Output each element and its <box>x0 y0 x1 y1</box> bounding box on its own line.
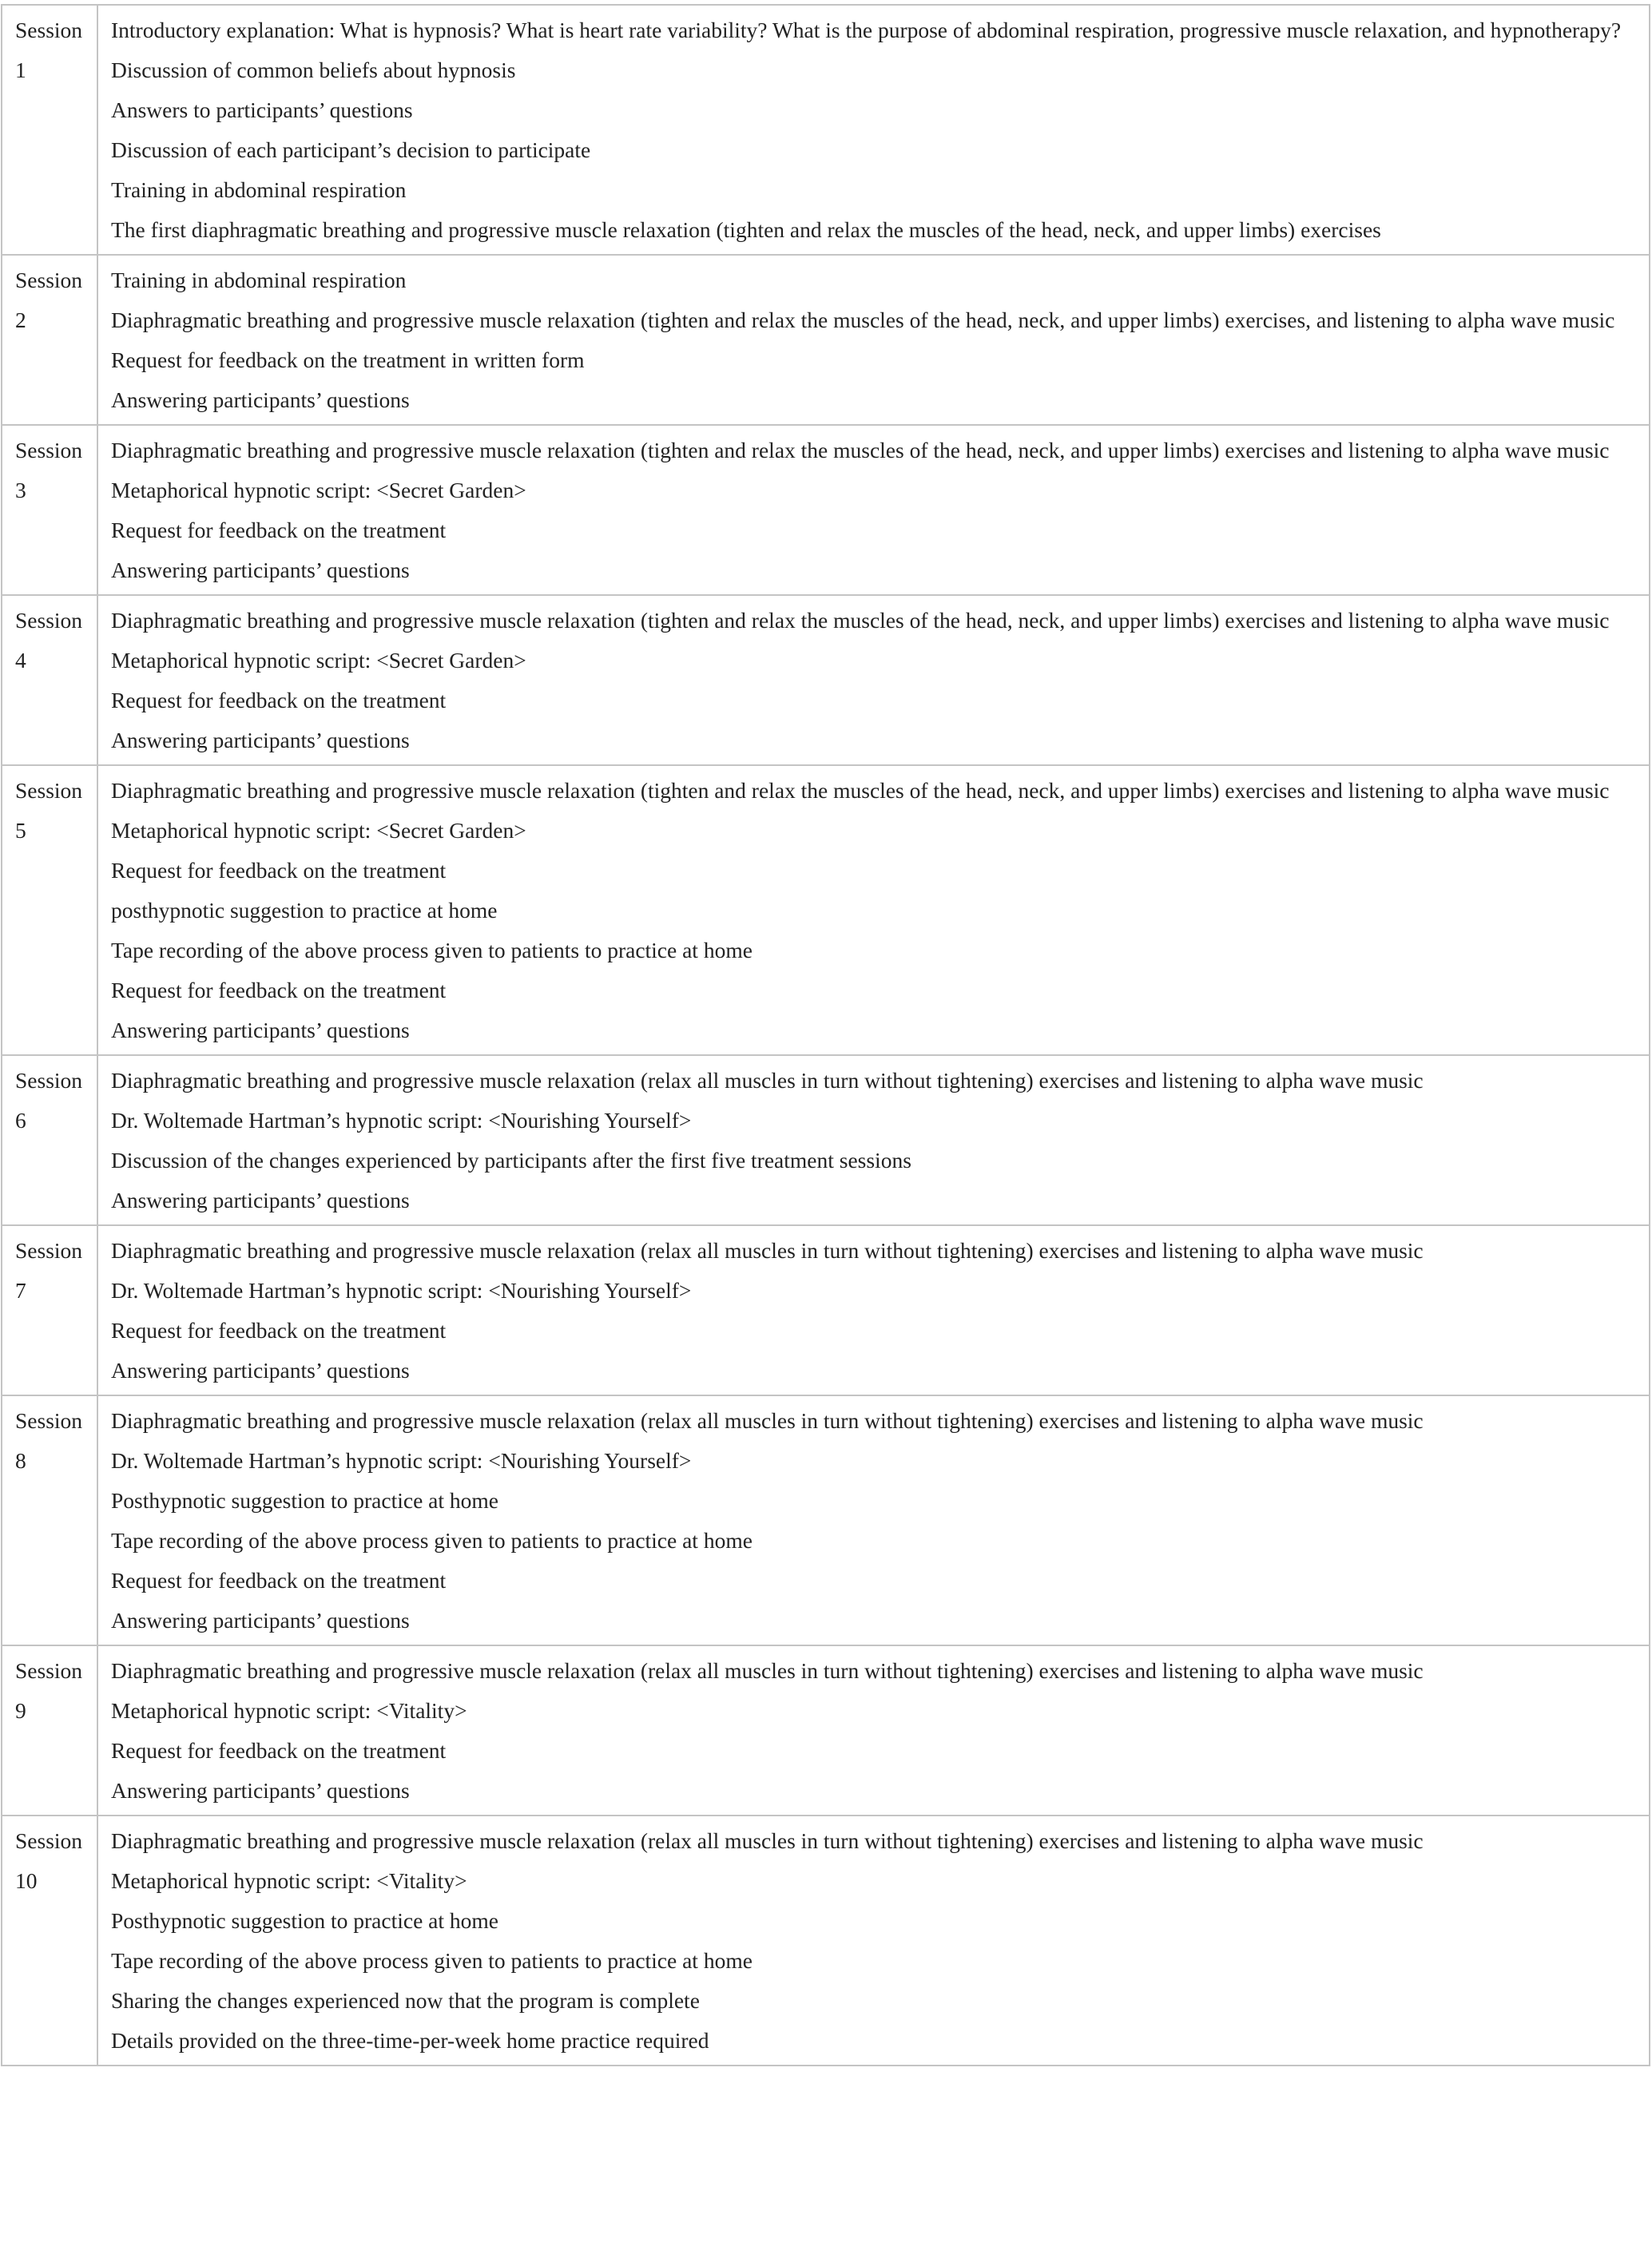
activity-item: Metaphorical hypnotic script: <Secret Garden> <box>111 818 526 843</box>
activity-item: Diaphragmatic breathing and progressive muscle relaxation (tighten and relax the muscles of the head, neck, and upper limbs) exercises and listening to alpha wave music <box>111 438 1610 462</box>
session-row <box>2 425 1650 595</box>
activity-item: Diaphragmatic breathing and progressive muscle relaxation (tighten and relax the muscles of the head, neck, and upper limbs) exercises and listening to alpha wave music <box>111 608 1610 633</box>
activity-item: Answers to participants’ questions <box>111 97 413 122</box>
activity-item: Metaphorical hypnotic script: <Vitality> <box>111 1868 467 1893</box>
activity-item: Tape recording of the above process given to patients to practice at home <box>111 1528 753 1553</box>
session-activities <box>97 1816 1650 2066</box>
session-activities <box>97 255 1650 425</box>
activity-item: Diaphragmatic breathing and progressive muscle relaxation (relax all muscles in turn without tightening) exercises and listening to alpha wave music <box>111 1828 1424 1853</box>
session-row <box>2 255 1650 425</box>
session-label: Session 8 <box>2 1395 97 1645</box>
activity-item: Diaphragmatic breathing and progressive muscle relaxation (relax all muscles in turn without tightening) exercises and listening to alpha wave music <box>111 1238 1424 1263</box>
session-row <box>2 1395 1650 1645</box>
session-label: Session 2 <box>2 255 97 425</box>
session-label: Session 1 <box>2 5 97 255</box>
activity-item: Request for feedback on the treatment <box>111 978 447 1002</box>
session-row <box>2 765 1650 1055</box>
activity-item: Dr. Woltemade Hartman’s hypnotic script: <Nourishing Yourself> <box>111 1448 692 1473</box>
session-label: Session 10 <box>2 1816 97 2066</box>
activity-item: Diaphragmatic breathing and progressive muscle relaxation (relax all muscles in turn without tightening) exercises and listening to alpha wave music <box>111 1658 1424 1683</box>
activity-item: Answering participants’ questions <box>111 1608 410 1633</box>
activity-item: Request for feedback on the treatment <box>111 858 447 883</box>
activity-item: Training in abdominal respiration <box>111 268 407 292</box>
session-row <box>2 1645 1650 1816</box>
session-activities <box>97 1645 1650 1816</box>
session-activities <box>97 425 1650 595</box>
activity-item: Discussion of the changes experienced by participants after the first five treatment sessions <box>111 1148 911 1173</box>
activity-item: Tape recording of the above process given to patients to practice at home <box>111 938 753 962</box>
activity-item: posthypnotic suggestion to practice at home <box>111 898 498 923</box>
activity-item: Diaphragmatic breathing and progressive muscle relaxation (relax all muscles in turn without tightening) exercises and listening to alpha wave music <box>111 1068 1424 1093</box>
session-row <box>2 595 1650 765</box>
sessions-table <box>1 4 1650 2066</box>
activity-item: Introductory explanation: What is hypnosis? What is heart rate variability? What is the purpose of abdominal respiration, progressive muscle relaxation, and hypnotherapy? <box>111 18 1622 42</box>
activity-item: Diaphragmatic breathing and progressive muscle relaxation (tighten and relax the muscles of the head, neck, and upper limbs) exercises and listening to alpha wave music <box>111 778 1610 803</box>
activity-item: Request for feedback on the treatment <box>111 518 447 542</box>
session-row <box>2 1055 1650 1225</box>
activity-item: Answering participants’ questions <box>111 1778 410 1803</box>
activity-item: Discussion of common beliefs about hypnosis <box>111 58 516 82</box>
session-activities <box>97 1395 1650 1645</box>
activity-item: Request for feedback on the treatment <box>111 688 447 712</box>
session-label: Session 7 <box>2 1225 97 1395</box>
activity-item: Tape recording of the above process given to patients to practice at home <box>111 1948 753 1973</box>
activity-item: Discussion of each participant’s decision to participate <box>111 137 591 162</box>
session-row <box>2 1225 1650 1395</box>
session-activities <box>97 5 1650 255</box>
activity-item: Metaphorical hypnotic script: <Secret Garden> <box>111 648 526 673</box>
activity-item: Request for feedback on the treatment <box>111 1318 447 1343</box>
session-label: Session 5 <box>2 765 97 1055</box>
session-label: Session 6 <box>2 1055 97 1225</box>
session-row <box>2 5 1650 255</box>
activity-item: Details provided on the three-time-per-week home practice required <box>111 2028 709 2053</box>
activity-item: Request for feedback on the treatment <box>111 1568 447 1593</box>
session-activities <box>97 765 1650 1055</box>
activity-item: Sharing the changes experienced now that the program is complete <box>111 1988 700 2013</box>
activity-item: Answering participants’ questions <box>111 558 410 582</box>
activity-item: The first diaphragmatic breathing and progressive muscle relaxation (tighten and relax the muscles of the head, neck, and upper limbs) exercises <box>111 217 1381 242</box>
activity-item: Diaphragmatic breathing and progressive muscle relaxation (relax all muscles in turn without tightening) exercises and listening to alpha wave music <box>111 1408 1424 1433</box>
activity-item: Answering participants’ questions <box>111 1188 410 1212</box>
session-label: Session 4 <box>2 595 97 765</box>
activity-item: Metaphorical hypnotic script: <Vitality> <box>111 1698 467 1723</box>
activity-item: Posthypnotic suggestion to practice at home <box>111 1488 498 1513</box>
activity-item: Answering participants’ questions <box>111 1358 410 1383</box>
activity-item: Answering participants’ questions <box>111 1018 410 1042</box>
session-activities <box>97 1225 1650 1395</box>
activity-item: Answering participants’ questions <box>111 728 410 752</box>
activity-item: Metaphorical hypnotic script: <Secret Garden> <box>111 478 526 502</box>
activity-item: Training in abdominal respiration <box>111 177 407 202</box>
session-row <box>2 1816 1650 2066</box>
session-activities <box>97 595 1650 765</box>
session-label: Session 3 <box>2 425 97 595</box>
activity-item: Diaphragmatic breathing and progressive muscle relaxation (tighten and relax the muscles of the head, neck, and upper limbs) exercises, and listening to alpha wave music <box>111 308 1615 332</box>
activity-item: Posthypnotic suggestion to practice at home <box>111 1908 498 1933</box>
activity-item: Request for feedback on the treatment in written form <box>111 347 585 372</box>
session-activities <box>97 1055 1650 1225</box>
activity-item: Request for feedback on the treatment <box>111 1738 447 1763</box>
session-label: Session 9 <box>2 1645 97 1816</box>
activity-item: Answering participants’ questions <box>111 387 410 412</box>
activity-item: Dr. Woltemade Hartman’s hypnotic script: <Nourishing Yourself> <box>111 1278 692 1303</box>
activity-item: Dr. Woltemade Hartman’s hypnotic script: <Nourishing Yourself> <box>111 1108 692 1133</box>
